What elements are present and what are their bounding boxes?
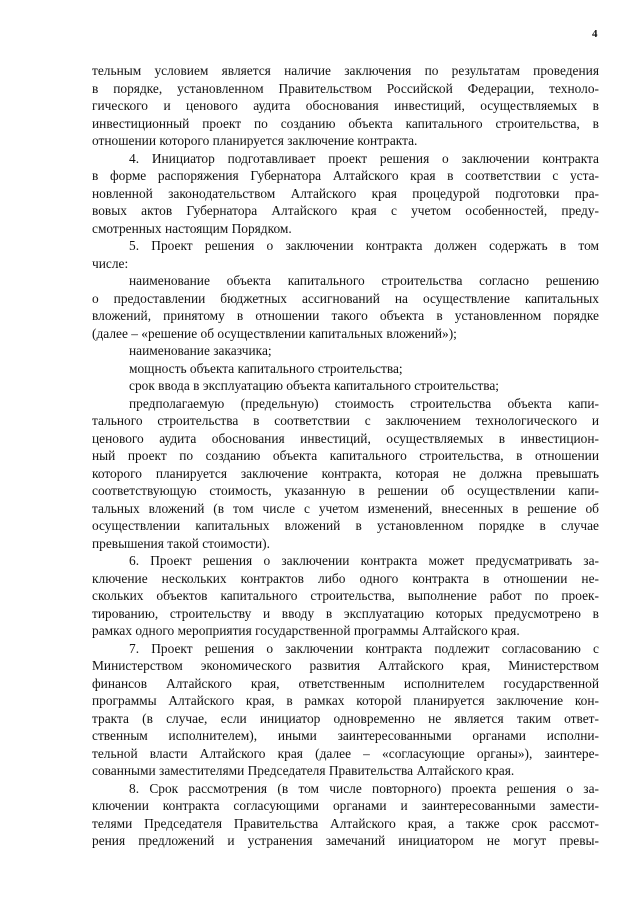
text-line: телями Председателя Правительства Алтайского края, а также срок рассмот- [92,815,599,831]
text-line: скольких объектов капитального строительства, выполнение работ по проек- [92,588,599,603]
text-line: мощность объекта капитального строительства; [129,360,403,376]
page-number: 4 [592,28,598,40]
text-line: наименование объекта капитального строительства согласно решению [129,273,599,288]
text-line: превышения такой стоимости). [92,535,270,551]
text-line: тальных вложений (в том числе с учетом изменений, внесенных в решение об [92,500,599,516]
text-line: срок ввода в эксплуатацию объекта капитального строительства; [129,378,500,393]
text-line: программы Алтайского края, в рамках которой планируется заключение кон- [92,693,599,708]
text-line: финансов Алтайского края, ответственным исполнителем государственной [92,675,599,691]
text-line: в порядке, установленном Правительством Российской Федерации, техноло- [92,80,599,96]
text-line: ный проект по созданию объекта капитального строительства, в отношении [92,448,599,463]
text-line: осуществлении капитальных вложений в установленном порядке в случае [92,518,599,533]
text-line: вовых актов Губернатора Алтайского края с учетом особенностей, преду- [92,203,599,218]
text-line: ключении контракта согласующими органами и заинтересованными замести- [92,798,599,813]
text-line: ственным исполнителем), иными заинтересованными органами исполни- [92,728,599,743]
text-line: предполагаемую (предельную) стоимость строительства объекта капи- [129,395,599,411]
text-line: тального строительства в соответствии с заключением технологического и [92,413,599,428]
text-line: 5. Проект решения о заключении контракта должен содержать в том [129,238,599,253]
text-line: гического и ценового аудита обоснования инвестиций, осуществляемых в [92,98,599,113]
text-line: тированию, строительству и вводу в эксплуатацию которых предусмотрено в [92,605,599,621]
text-line: ключение нескольких контрактов либо одного контракта в отношении не- [92,570,599,586]
text-line: новленной законодательством Алтайского края процедурой подготовки пра- [92,185,599,201]
text-line: рамках одного мероприятия государственной программы Алтайского края. [92,623,520,638]
text-line: числе: [92,255,129,271]
text-line: тракта (в случае, если инициатор одновременно не является таким ответ- [92,710,599,726]
text-line: сованными заместителями Председателя Правительства Алтайского края. [92,763,515,778]
text-line: 8. Срок рассмотрения (в том числе повторного) проекта решения о за- [129,780,599,796]
text-line: тельным условием является наличие заключения по результатам проведения [92,63,599,78]
text-line: наименование заказчика; [129,343,272,358]
text-line: в форме распоряжения Губернатора Алтайского края в соответствии с уста- [92,168,599,183]
text-line: соответствующую стоимость, указанную в решении об осуществлении капи- [92,483,599,498]
text-line: которого планируется заключение контракта, которая не должна превышать [92,465,599,481]
document-body [92,62,599,850]
text-line: Министерством экономического развития Алтайского края, Министерством [92,658,599,673]
text-line: (далее – «решение об осуществлении капитальных вложений»); [92,325,457,341]
text-line: инвестиционный проект по созданию объекта капитального строительства, в [92,115,599,131]
text-line: о предоставлении бюджетных ассигнований на осуществление капитальных [92,290,599,306]
text-line: 6. Проект решения о заключении контракта может предусматривать за- [129,553,599,568]
text-line: отношении которого планируется заключение контракта. [92,133,418,148]
text-line: смотренных настоящим Порядком. [92,220,292,236]
text-line: вложений, принятому в отношении такого объекта в установленном порядке [92,308,599,323]
text-line: 7. Проект решения о заключении контракта подлежит согласованию с [129,640,599,656]
text-line: рения предложений и устранения замечаний инициатором не могут превы- [92,833,599,848]
text-line: ценового аудита обоснования инвестиций, осуществляемых в инвестицион- [92,430,599,446]
text-line: тельной власти Алтайского края (далее – «согласующие органы»), заинтере- [92,745,599,761]
text-line: 4. Инициатор подготавливает проект решения о заключении контракта [129,150,599,166]
